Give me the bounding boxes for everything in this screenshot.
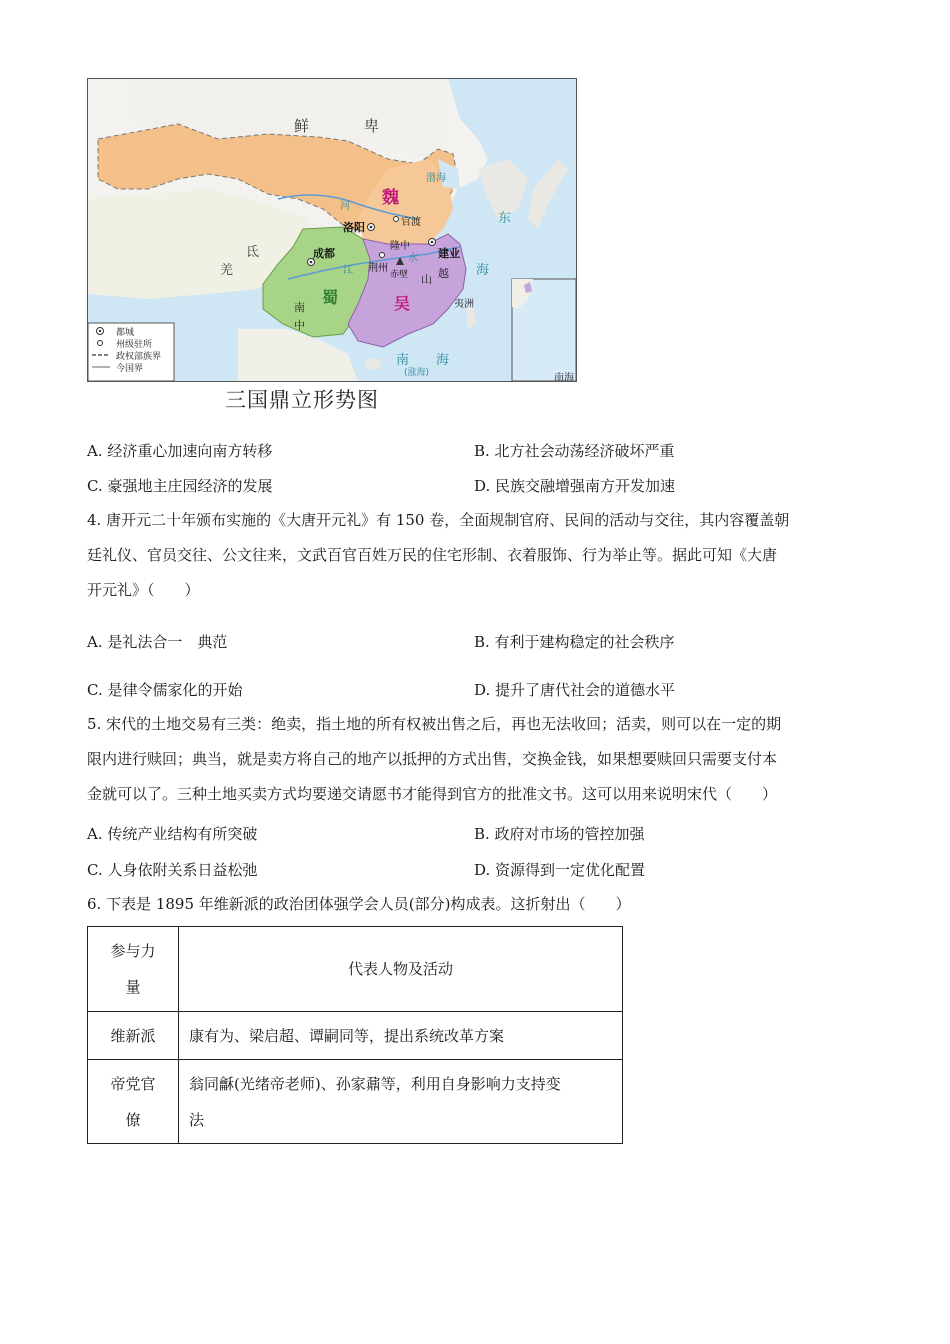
label-nanhai-2: 海 (436, 353, 450, 368)
label-wei: 魏 (382, 188, 399, 208)
row2-col1-line-a: 帝党官 (110, 1074, 156, 1093)
table-header-cell-2: 代表人物及活动 (179, 927, 623, 1012)
legend-capital: 都城 (116, 328, 135, 338)
q5-line-2: 限内进行赎回；典当，就是卖方将自己的地产以抵押的方式出售，交换金钱，如果想要赎回只需要支付本 (87, 750, 778, 768)
label-jianye: 建业 (438, 247, 460, 260)
q6-table (87, 926, 623, 1144)
q3-option-d[interactable]: D. 民族交融增强南方开发加速 (474, 477, 676, 495)
table-header-cell-1 (88, 927, 179, 1012)
q4-option-a[interactable]: A. 是礼法合一 典范 (87, 633, 228, 651)
label-wu: 吴 (394, 294, 411, 313)
label-luoyang: 洛阳 (343, 221, 365, 234)
label-nanzhong-2: 中 (294, 319, 305, 332)
label-xianbei-1: 鲜 (294, 117, 310, 135)
q5-option-b[interactable]: B. 政府对市场的管控加强 (474, 825, 645, 843)
q5-line-1: 5. 宋代的土地交易有三类：绝卖，指土地的所有权被出售之后，再也无法收回；活卖，则可以在一定的期 (87, 715, 782, 733)
label-guandu: 官渡 (401, 217, 421, 228)
table-cell-activity: 康有为、梁启超、谭嗣同等，提出系统改革方案 (179, 1012, 623, 1060)
q5-option-a[interactable]: A. 传统产业结构有所突破 (87, 825, 258, 843)
table-header-row (88, 927, 623, 1012)
q5-option-d[interactable]: D. 资源得到一定优化配置 (474, 861, 646, 879)
table-cell-activity (179, 1060, 623, 1144)
label-yizhou: 夷洲 (454, 299, 474, 310)
q5-line-3: 金就可以了。三种土地买卖方式均要递交请愿书才能得到官方的批准文书。这可以用来说明宋代（ ） (87, 785, 778, 803)
q3-option-b[interactable]: B. 北方社会动荡经济破坏严重 (474, 442, 675, 460)
table-cell-faction (88, 1060, 179, 1144)
q5-option-c[interactable]: C. 人身依附关系日益松弛 (87, 861, 258, 879)
label-nanzhong-1: 南 (294, 301, 305, 314)
q5-stem (87, 707, 867, 812)
q4-line-3: 开元礼》（ ） (87, 581, 200, 599)
legend-prefecture: 州级驻所 (116, 340, 153, 350)
header-col1-line-b: 量 (125, 978, 141, 996)
q3-option-a[interactable]: A. 经济重心加速向南方转移 (87, 442, 273, 460)
label-chibi: 赤壁 (390, 270, 409, 280)
label-nanhai-1: 南 (396, 353, 410, 368)
q4-option-b[interactable]: B. 有利于建构稳定的社会秩序 (474, 633, 675, 651)
map-caption: 三国鼎立形势图 (225, 388, 379, 412)
legend-modern: 今国界 (116, 364, 144, 374)
label-hai: 海 (476, 263, 490, 278)
table-row (88, 1012, 623, 1060)
label-river-he: 河 (340, 201, 350, 212)
label-bohai: 渤海 (426, 173, 446, 184)
label-xianbei-2: 卑 (364, 117, 380, 135)
q4-option-c[interactable]: C. 是律令儒家化的开始 (87, 681, 243, 699)
label-river-shui: 水 (408, 253, 418, 264)
label-shanyue-2: 越 (438, 267, 449, 280)
label-inset-nanhai: 南海 (554, 373, 574, 382)
header-col1-line-a: 参与力 (110, 942, 156, 960)
label-jingzhou: 荆州 (368, 263, 388, 274)
q3-option-c[interactable]: C. 豪强地主庄园经济的发展 (87, 477, 273, 495)
legend-boundary: 政权部族界 (116, 352, 162, 362)
table-cell-faction: 维新派 (88, 1012, 179, 1060)
q6-stem: 6. 下表是 1895 年维新派的政治团体强学会人员(部分)构成表。这折射出（ ） (87, 895, 631, 913)
label-shu: 蜀 (322, 288, 339, 307)
three-kingdoms-map (87, 78, 577, 382)
row2-col2-line-b: 法 (189, 1110, 205, 1129)
q4-line-2: 廷礼仪、官员交往、公文往来，文武百官百姓万民的住宅形制、衣着服饰、行为举止等。据此可知《大唐 (87, 546, 778, 564)
q4-stem (87, 503, 867, 608)
map-graphic (88, 79, 576, 381)
label-qiang-1: 羌 (220, 263, 234, 278)
row2-col1-line-b: 僚 (125, 1110, 141, 1129)
q4-line-1: 4. 唐开元二十年颁布实施的《大唐开元礼》有 150 卷，全面规制官府、民间的活动与交往，其内容覆盖朝 (87, 511, 790, 529)
label-nanhai-note: (涨海) (404, 368, 430, 378)
q4-option-d[interactable]: D. 提升了唐代社会的道德水平 (474, 681, 676, 699)
row2-col2-line-a: 翁同龢(光绪帝老师)、孙家鼐等，利用自身影响力支持变 (189, 1074, 561, 1093)
label-river-jiang: 江 (343, 265, 353, 276)
table-row (88, 1060, 623, 1144)
label-longzhong: 隆中 (390, 241, 410, 252)
label-shanyue-1: 山 (421, 273, 432, 286)
label-dong: 东 (498, 211, 512, 226)
label-chengdu: 成都 (313, 247, 335, 260)
label-qiang-2: 氐 (246, 245, 260, 260)
